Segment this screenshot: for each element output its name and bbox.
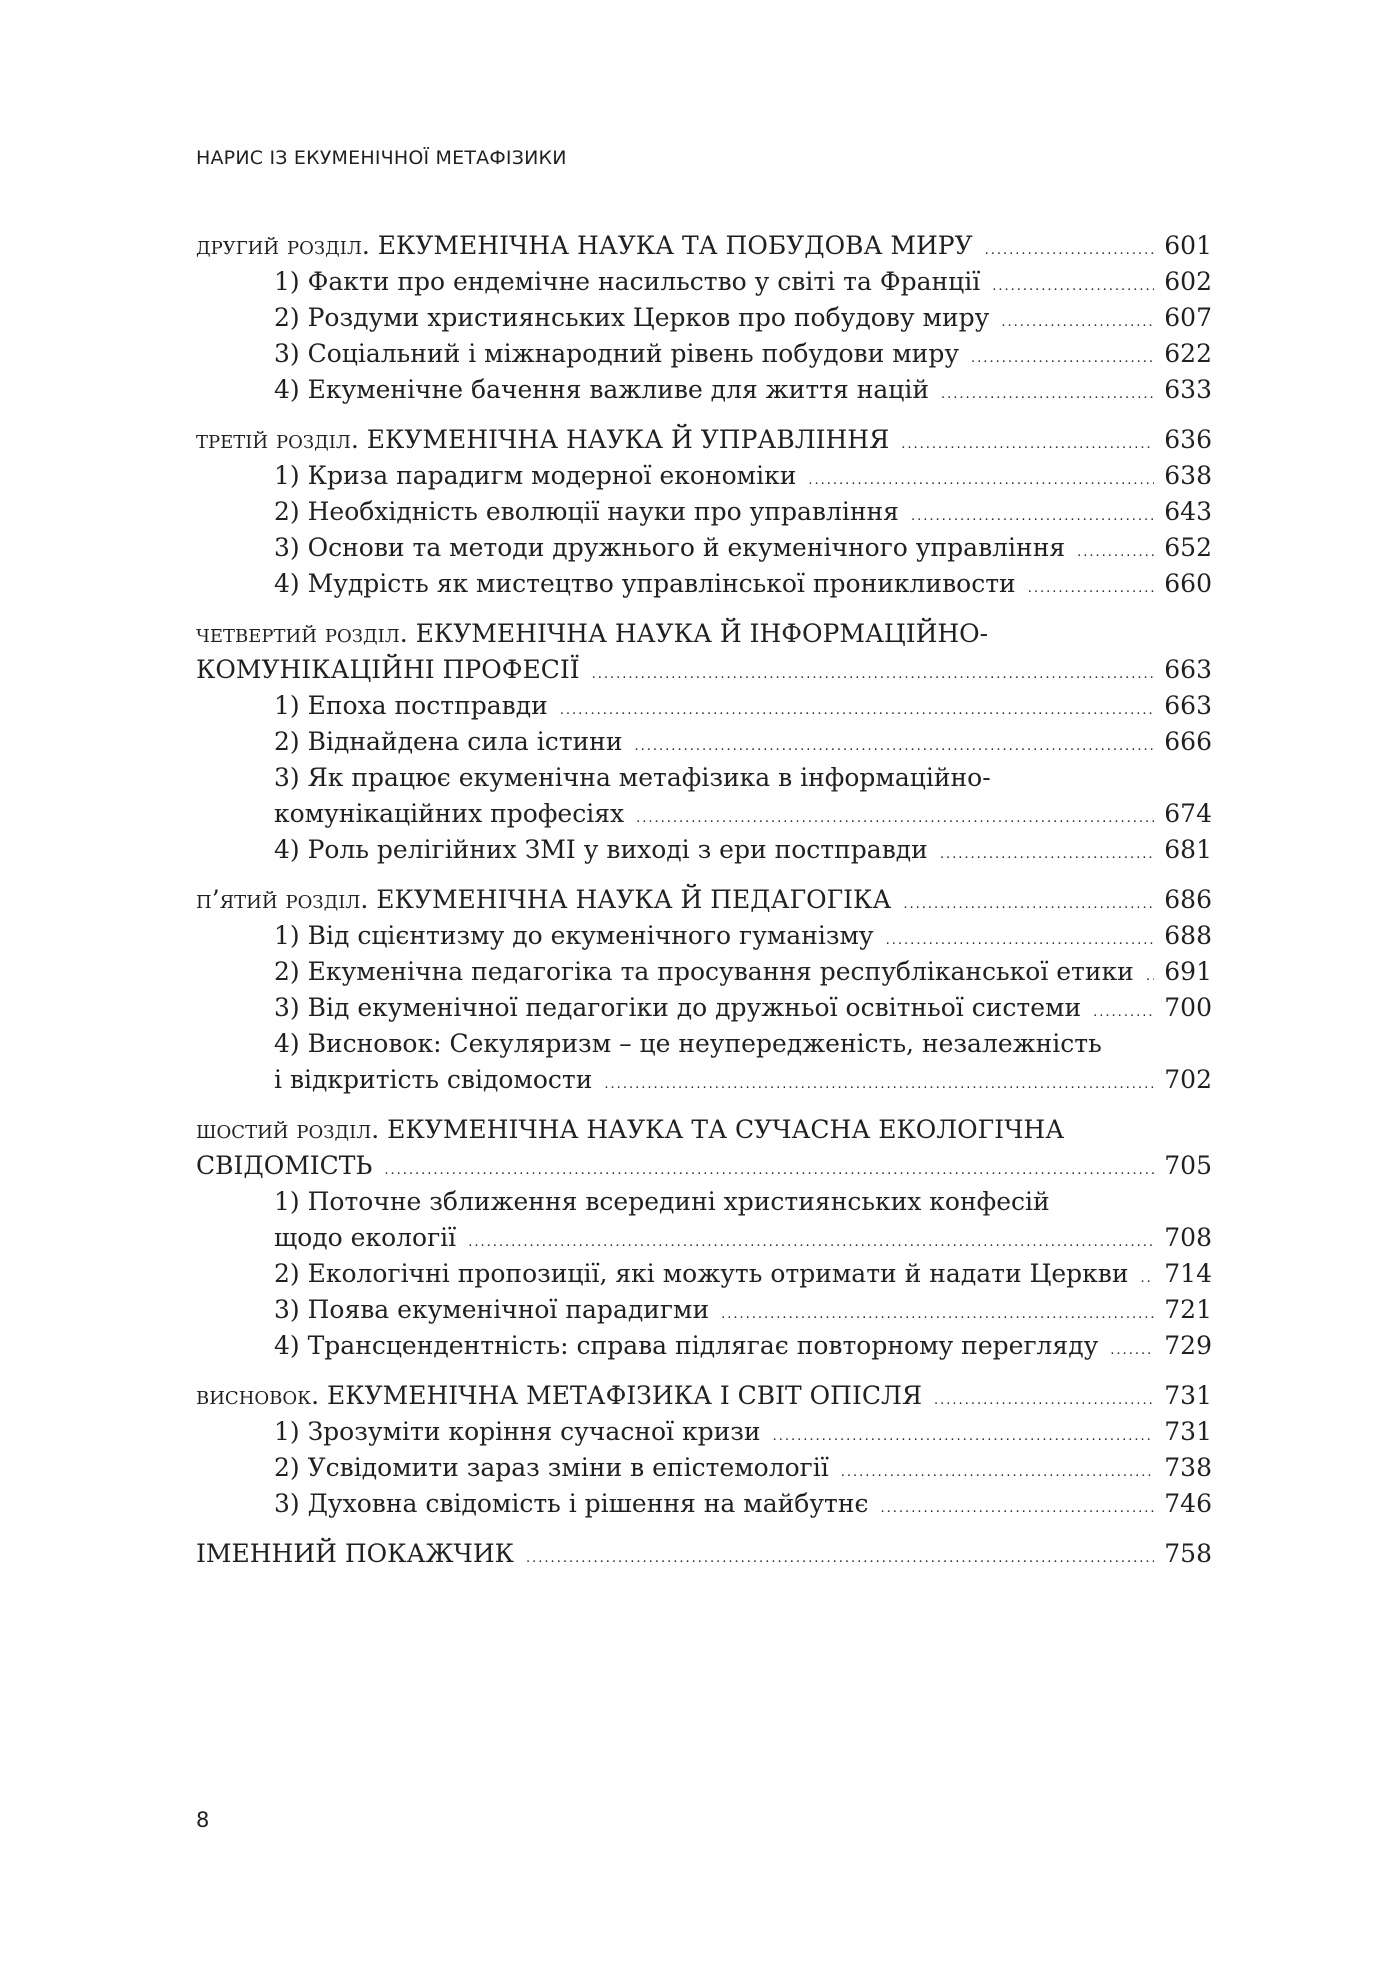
page-number: 652 [1164, 533, 1212, 562]
toc-chapter-line[interactable] [196, 228, 1212, 264]
toc-item[interactable]: 4) Екуменічне бачення важливе для життя націй ..... 633 [196, 372, 1212, 408]
toc-item[interactable]: 4) Трансцендентність: справа підлягає повторному перегляду ..... 729 [196, 1328, 1212, 1364]
running-head: НАРИС ІЗ ЕКУМЕНІЧНОЇ МЕТАФІЗИКИ [196, 147, 567, 169]
page-number: 688 [1164, 921, 1212, 950]
page-number: 702 [1164, 1065, 1212, 1094]
dot-leader [560, 693, 1155, 729]
chapter-heading: п’ятий розділ. ЕКУМЕНІЧНА НАУКА Й ПЕДАГОГІКА [196, 885, 892, 914]
page-number: 738 [1164, 1453, 1212, 1482]
page-number: 686 [1164, 885, 1212, 914]
page-number: 708 [1164, 1223, 1212, 1252]
chapter-heading: другий розділ. ЕКУМЕНІЧНА НАУКА ТА ПОБУДОВА МИРУ [196, 231, 973, 260]
page-number: 636 [1164, 425, 1212, 454]
page-number: 607 [1164, 303, 1212, 332]
dot-leader [940, 837, 1154, 873]
dot-leader [985, 233, 1155, 269]
toc-item[interactable]: 3) Як працює екуменічна метафізика в інформаційно- [274, 763, 991, 792]
page-number: 731 [1164, 1381, 1212, 1410]
toc-chapter-line[interactable] [196, 422, 1212, 458]
toc-item[interactable]: 2) Роздуми християнських Церков про побудову миру ..... 607 [196, 300, 1212, 336]
toc-chapter-line[interactable] [196, 1378, 1212, 1414]
toc-item[interactable]: 1) Криза парадигм модерної економіки ..... 638 [196, 458, 1212, 494]
toc-index-line[interactable]: ІМЕННИЙ ПОКАЖЧИК ..... 758 [196, 1536, 1212, 1572]
page-number: 643 [1164, 497, 1212, 526]
toc-item[interactable]: 4) Мудрість як мистецтво управлінської проникливости ..... 660 [196, 566, 1212, 602]
page-number: 674 [1164, 799, 1212, 828]
page-number: 714 [1164, 1259, 1212, 1288]
page-number: 681 [1164, 835, 1212, 864]
chapter-heading: шостий розділ. ЕКУМЕНІЧНА НАУКА ТА СУЧАСНА ЕКОЛОГІЧНА [196, 1115, 1065, 1144]
page-number: 660 [1164, 569, 1212, 598]
toc-item-cont[interactable]: комунікаційних професіях ..... 674 [196, 796, 1212, 832]
dot-leader [526, 1541, 1154, 1577]
page-number: 691 [1164, 957, 1212, 986]
page-number: 705 [1164, 1151, 1212, 1180]
page-number: 663 [1164, 691, 1212, 720]
page-number: 601 [1164, 231, 1212, 260]
toc-item-cont[interactable]: щодо екології ..... 708 [196, 1220, 1212, 1256]
toc-item[interactable]: 3) Духовна свідомість і рішення на майбутнє ..... 746 [196, 1486, 1212, 1522]
dot-leader [841, 1455, 1155, 1491]
chapter-heading: висновок. ЕКУМЕНІЧНА МЕТАФІЗИКА І СВІТ ОПІСЛЯ [196, 1381, 923, 1410]
page-number: 729 [1164, 1331, 1212, 1360]
toc-chapter-line[interactable] [196, 1112, 1212, 1148]
dot-leader [1110, 1333, 1154, 1369]
toc-item[interactable]: 3) Основи та методи дружнього й екуменічного управління ..... 652 [196, 530, 1212, 566]
toc-section [196, 882, 1212, 1098]
toc-item[interactable]: 1) Поточне зближення всередині християнських конфесій [274, 1187, 1050, 1216]
dot-leader [941, 377, 1154, 413]
page-number: 758 [1164, 1539, 1212, 1568]
toc-item[interactable]: 4) Висновок: Секуляризм – це неупередженість, незалежність [274, 1029, 1102, 1058]
page-number: 663 [1164, 655, 1212, 684]
page-number: 746 [1164, 1489, 1212, 1518]
toc-item-cont[interactable]: і відкритість свідомости ..... 702 [196, 1062, 1212, 1098]
toc-item[interactable]: 2) Необхідність еволюції науки про управління ..... 643 [196, 494, 1212, 530]
toc-item[interactable]: 1) Зрозуміти коріння сучасної кризи ..... 731 [196, 1414, 1212, 1450]
toc-section [196, 616, 1212, 868]
page-number: 721 [1164, 1295, 1212, 1324]
page-number: 622 [1164, 339, 1212, 368]
dot-leader [934, 1383, 1154, 1419]
toc-item[interactable]: 1) Від сцієнтизму до екуменічного гуманізму ..... 688 [196, 918, 1212, 954]
toc-item[interactable]: 2) Екологічні пропозиції, які можуть отримати й надати Церкви ..... 714 [196, 1256, 1212, 1292]
dot-leader [604, 1067, 1154, 1103]
dot-leader [901, 427, 1154, 463]
toc-section [196, 1112, 1212, 1364]
dot-leader [1093, 995, 1154, 1031]
toc-section [196, 1378, 1212, 1522]
toc-chapter-line[interactable] [196, 882, 1212, 918]
toc-item[interactable]: 2) Усвідомити зараз зміни в епістемології ..... 738 [196, 1450, 1212, 1486]
page-number: 638 [1164, 461, 1212, 490]
page-number: 731 [1164, 1417, 1212, 1446]
dot-leader [773, 1419, 1155, 1455]
toc-section [196, 228, 1212, 408]
toc-item[interactable]: 4) Роль релігійних ЗМІ у виході з ери постправди ..... 681 [196, 832, 1212, 868]
toc-item[interactable]: 1) Факти про ендемічне насильство у світі та Франції ..... 602 [196, 264, 1212, 300]
toc-item[interactable]: 3) Поява екуменічної парадигми ..... 721 [196, 1292, 1212, 1328]
toc-section [196, 1536, 1212, 1572]
chapter-heading: третій розділ. ЕКУМЕНІЧНА НАУКА Й УПРАВЛІННЯ [196, 425, 890, 454]
page-number: 602 [1164, 267, 1212, 296]
toc-chapter-line[interactable] [196, 616, 1212, 652]
chapter-heading: четвертий розділ. ЕКУМЕНІЧНА НАУКА Й ІНФОРМАЦІЙНО- [196, 619, 989, 648]
toc-chapter-line-cont[interactable]: КОМУНІКАЦІЙНІ ПРОФЕСІЇ ..... 663 [196, 652, 1212, 688]
toc-chapter-line-cont[interactable]: СВІДОМІСТЬ ..... 705 [196, 1148, 1212, 1184]
dot-leader [1077, 535, 1154, 571]
toc-item[interactable]: 2) Екуменічна педагогіка та просування республіканської етики ..... 691 [196, 954, 1212, 990]
toc-item[interactable]: 3) Соціальний і міжнародний рівень побудови миру ..... 622 [196, 336, 1212, 372]
toc-item[interactable]: 1) Епоха постправди ..... 663 [196, 688, 1212, 724]
dot-leader [881, 1491, 1155, 1527]
dot-leader [1028, 571, 1155, 607]
page-number: 633 [1164, 375, 1212, 404]
dot-leader [1141, 1261, 1155, 1297]
dot-leader [992, 269, 1154, 305]
dot-leader [1146, 959, 1154, 995]
dot-leader [592, 657, 1155, 693]
dot-leader [1001, 305, 1154, 341]
toc-item[interactable]: 2) Віднайдена сила істини ..... 666 [196, 724, 1212, 760]
dot-leader [971, 341, 1154, 377]
page-folio: 8 [196, 1808, 210, 1832]
toc-item[interactable]: 3) Від екуменічної педагогіки до дружньої освітньої системи ..... 700 [196, 990, 1212, 1026]
page-number: 700 [1164, 993, 1212, 1022]
table-of-contents [196, 228, 1212, 1586]
toc-section [196, 422, 1212, 602]
dot-leader [903, 887, 1154, 923]
page-number: 666 [1164, 727, 1212, 756]
